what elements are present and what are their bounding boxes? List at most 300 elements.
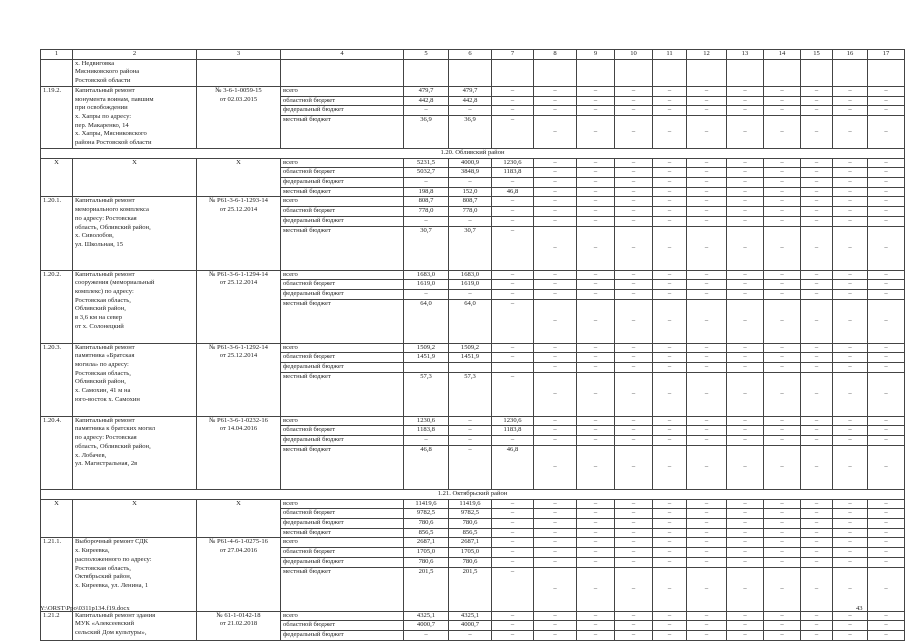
empty-dash-cell: – xyxy=(687,567,727,611)
document-path: Y:\ORST\Ppo\0311p134.f19.docx xyxy=(40,605,130,612)
amount-cell: 808,7 xyxy=(449,197,492,207)
empty-dash-cell: – xyxy=(615,567,653,611)
empty-dash-cell: – xyxy=(577,106,615,116)
empty-dash-cell: – xyxy=(833,445,868,489)
empty-dash-cell: – xyxy=(687,436,727,446)
empty-dash-cell: – xyxy=(868,499,905,509)
funding-source: федеральный бюджет xyxy=(281,178,404,188)
empty-dash-cell: – xyxy=(727,416,764,426)
funding-source: всего xyxy=(281,158,404,168)
district-total-row xyxy=(41,499,905,509)
empty-dash-cell: – xyxy=(534,86,577,96)
empty-dash-cell: – xyxy=(653,158,687,168)
total-marker: Х xyxy=(197,158,281,197)
amount-cell: 11419,6 xyxy=(449,499,492,509)
empty-dash-cell: – xyxy=(764,363,801,373)
empty-dash-cell: – xyxy=(801,106,833,116)
empty-dash-cell: – xyxy=(577,289,615,299)
amount-cell: – xyxy=(404,178,449,188)
funding-source: областной бюджет xyxy=(281,168,404,178)
column-number: 5 xyxy=(404,50,449,60)
empty-cell xyxy=(615,59,653,86)
amount-cell: – xyxy=(449,178,492,188)
empty-dash-cell: – xyxy=(534,115,577,148)
amount-cell: – xyxy=(492,528,534,538)
empty-dash-cell: – xyxy=(801,158,833,168)
funding-source: местный бюджет xyxy=(281,445,404,489)
empty-dash-cell: – xyxy=(764,115,801,148)
empty-dash-cell: – xyxy=(764,168,801,178)
empty-dash-cell: – xyxy=(615,299,653,343)
empty-dash-cell: – xyxy=(534,343,577,353)
empty-dash-cell: – xyxy=(833,197,868,207)
amount-cell: – xyxy=(492,96,534,106)
empty-dash-cell: – xyxy=(801,416,833,426)
empty-dash-cell: – xyxy=(833,518,868,528)
empty-dash-cell: – xyxy=(801,499,833,509)
empty-dash-cell: – xyxy=(833,168,868,178)
empty-dash-cell: – xyxy=(727,509,764,519)
empty-dash-cell: – xyxy=(653,611,687,621)
empty-dash-cell: – xyxy=(833,426,868,436)
amount-cell: 30,7 xyxy=(449,226,492,270)
empty-dash-cell: – xyxy=(615,630,653,640)
empty-dash-cell: – xyxy=(868,280,905,290)
empty-dash-cell: – xyxy=(833,436,868,446)
empty-cell xyxy=(764,59,801,86)
empty-dash-cell: – xyxy=(833,158,868,168)
amount-cell: 64,0 xyxy=(449,299,492,343)
empty-dash-cell: – xyxy=(687,207,727,217)
empty-dash-cell: – xyxy=(833,557,868,567)
empty-dash-cell: – xyxy=(868,436,905,446)
empty-dash-cell: – xyxy=(801,197,833,207)
empty-dash-cell: – xyxy=(653,289,687,299)
amount-cell: 442,8 xyxy=(404,96,449,106)
empty-dash-cell: – xyxy=(615,280,653,290)
empty-dash-cell: – xyxy=(687,226,727,270)
object-description: Капитальный ремонт сооружения (мемориальный комплекс) по адресу: Ростовская область, Обливский район, в 3,6 км на север от х. Солонецкий xyxy=(73,270,197,343)
empty-dash-cell: – xyxy=(577,509,615,519)
empty-dash-cell: – xyxy=(833,567,868,611)
empty-dash-cell: – xyxy=(534,548,577,558)
amount-cell: 1509,2 xyxy=(449,343,492,353)
empty-dash-cell: – xyxy=(833,115,868,148)
empty-dash-cell: – xyxy=(868,548,905,558)
empty-dash-cell: – xyxy=(868,445,905,489)
amount-cell: 11419,6 xyxy=(404,499,449,509)
amount-cell xyxy=(404,363,449,373)
empty-cell xyxy=(577,59,615,86)
empty-dash-cell: – xyxy=(868,621,905,631)
empty-dash-cell: – xyxy=(577,499,615,509)
empty-dash-cell: – xyxy=(687,509,727,519)
empty-cell xyxy=(404,59,449,86)
amount-cell: 808,7 xyxy=(404,197,449,207)
amount-cell: 152,0 xyxy=(449,187,492,197)
empty-dash-cell: – xyxy=(687,270,727,280)
funding-source: всего xyxy=(281,611,404,621)
empty-dash-cell: – xyxy=(577,621,615,631)
amount-cell: 3848,9 xyxy=(449,168,492,178)
empty-dash-cell: – xyxy=(868,528,905,538)
funding-source: местный бюджет xyxy=(281,528,404,538)
empty-dash-cell: – xyxy=(868,518,905,528)
empty-dash-cell: – xyxy=(615,158,653,168)
empty-dash-cell: – xyxy=(801,187,833,197)
empty-dash-cell: – xyxy=(577,557,615,567)
empty-dash-cell: – xyxy=(801,289,833,299)
amount-cell: – xyxy=(492,621,534,631)
funding-source: федеральный бюджет xyxy=(281,436,404,446)
object-description: Капитальный ремонт памятника к братских могил по адресу: Ростовская область, Обливский район, х. Лобачев, ул. Магистральная, 2в xyxy=(73,416,197,489)
empty-dash-cell: – xyxy=(615,611,653,621)
empty-dash-cell: – xyxy=(727,178,764,188)
amount-cell: – xyxy=(449,106,492,116)
column-number: 9 xyxy=(577,50,615,60)
empty-dash-cell: – xyxy=(868,611,905,621)
amount-cell: 1451,9 xyxy=(449,353,492,363)
funding-source: федеральный бюджет xyxy=(281,518,404,528)
empty-dash-cell: – xyxy=(534,528,577,538)
empty-dash-cell: – xyxy=(727,96,764,106)
empty-dash-cell: – xyxy=(801,343,833,353)
empty-dash-cell: – xyxy=(534,611,577,621)
empty-dash-cell: – xyxy=(868,86,905,96)
empty-dash-cell: – xyxy=(727,216,764,226)
empty-dash-cell: – xyxy=(615,187,653,197)
object-description: Капитальный ремонт мемориального комплекса по адресу: Ростовская область, Обливский район, х. Сиволобов, ул. Школьная, 15 xyxy=(73,197,197,270)
empty-dash-cell: – xyxy=(577,630,615,640)
budget-table xyxy=(40,49,905,641)
amount-cell xyxy=(449,363,492,373)
object-description: Капитальный ремонт здания МУК «Алексеевский сельский Дом культуры», xyxy=(73,611,197,640)
column-number: 6 xyxy=(449,50,492,60)
empty-dash-cell: – xyxy=(764,557,801,567)
empty-dash-cell: – xyxy=(534,509,577,519)
item-number: 1.20.2. xyxy=(41,270,73,343)
empty-dash-cell: – xyxy=(534,372,577,416)
empty-dash-cell: – xyxy=(687,518,727,528)
empty-cell xyxy=(492,59,534,86)
empty-dash-cell: – xyxy=(534,538,577,548)
amount-cell: 1230,6 xyxy=(492,158,534,168)
funding-source: областной бюджет xyxy=(281,509,404,519)
amount-cell: – xyxy=(492,611,534,621)
empty-dash-cell: – xyxy=(801,611,833,621)
empty-dash-cell: – xyxy=(687,445,727,489)
empty-dash-cell: – xyxy=(727,557,764,567)
amount-cell: 1183,8 xyxy=(492,426,534,436)
empty-cell xyxy=(41,59,73,86)
empty-dash-cell: – xyxy=(653,280,687,290)
empty-dash-cell: – xyxy=(801,96,833,106)
empty-dash-cell: – xyxy=(577,518,615,528)
amount-cell: – xyxy=(449,426,492,436)
item-row xyxy=(41,197,905,207)
funding-source: областной бюджет xyxy=(281,621,404,631)
permit-document: № Р61-3-6-1-1294-14 от 25.12.2014 xyxy=(197,270,281,343)
empty-dash-cell: – xyxy=(727,445,764,489)
empty-dash-cell: – xyxy=(764,289,801,299)
empty-dash-cell: – xyxy=(801,509,833,519)
amount-cell: 201,5 xyxy=(404,567,449,611)
empty-dash-cell: – xyxy=(687,630,727,640)
empty-dash-cell: – xyxy=(833,499,868,509)
empty-dash-cell: – xyxy=(653,528,687,538)
empty-dash-cell: – xyxy=(577,158,615,168)
empty-dash-cell: – xyxy=(727,343,764,353)
empty-dash-cell: – xyxy=(764,509,801,519)
empty-dash-cell: – xyxy=(868,168,905,178)
amount-cell: 1705,0 xyxy=(449,548,492,558)
empty-dash-cell: – xyxy=(833,270,868,280)
empty-dash-cell: – xyxy=(534,499,577,509)
empty-dash-cell: – xyxy=(801,538,833,548)
empty-dash-cell: – xyxy=(687,96,727,106)
empty-dash-cell: – xyxy=(801,280,833,290)
amount-cell: 780,6 xyxy=(404,557,449,567)
empty-dash-cell: – xyxy=(534,207,577,217)
empty-dash-cell: – xyxy=(764,178,801,188)
empty-dash-cell: – xyxy=(687,528,727,538)
item-number: 1.19.2. xyxy=(41,86,73,148)
empty-dash-cell: – xyxy=(534,436,577,446)
amount-cell: – xyxy=(404,216,449,226)
funding-source: федеральный бюджет xyxy=(281,216,404,226)
funding-source: федеральный бюджет xyxy=(281,289,404,299)
empty-dash-cell: – xyxy=(653,197,687,207)
empty-cell xyxy=(801,59,833,86)
amount-cell: – xyxy=(492,86,534,96)
empty-dash-cell: – xyxy=(653,168,687,178)
funding-source: местный бюджет xyxy=(281,299,404,343)
column-number: 17 xyxy=(868,50,905,60)
object-description: Капитальный ремонт памятника «Братская могила» по адресу: Ростовская область, Обливский район, х. Самохин, 41 м на юго-восток х. Самохин xyxy=(73,343,197,416)
empty-dash-cell: – xyxy=(764,548,801,558)
empty-dash-cell: – xyxy=(727,226,764,270)
empty-dash-cell: – xyxy=(615,353,653,363)
amount-cell: 1230,6 xyxy=(404,416,449,426)
empty-dash-cell: – xyxy=(833,343,868,353)
empty-dash-cell: – xyxy=(577,416,615,426)
empty-dash-cell: – xyxy=(727,289,764,299)
empty-dash-cell: – xyxy=(764,280,801,290)
column-number: 15 xyxy=(801,50,833,60)
empty-dash-cell: – xyxy=(534,426,577,436)
empty-dash-cell: – xyxy=(868,363,905,373)
empty-dash-cell: – xyxy=(801,548,833,558)
empty-dash-cell: – xyxy=(687,611,727,621)
empty-dash-cell: – xyxy=(577,115,615,148)
empty-dash-cell: – xyxy=(577,86,615,96)
column-number: 8 xyxy=(534,50,577,60)
empty-dash-cell: – xyxy=(653,630,687,640)
empty-dash-cell: – xyxy=(653,299,687,343)
empty-dash-cell: – xyxy=(534,216,577,226)
funding-source: местный бюджет xyxy=(281,226,404,270)
empty-dash-cell: – xyxy=(764,630,801,640)
empty-dash-cell: – xyxy=(868,416,905,426)
empty-dash-cell: – xyxy=(764,197,801,207)
empty-dash-cell: – xyxy=(727,518,764,528)
empty-dash-cell: – xyxy=(868,343,905,353)
amount-cell: – xyxy=(492,207,534,217)
total-marker: Х xyxy=(197,499,281,538)
empty-dash-cell: – xyxy=(577,187,615,197)
empty-dash-cell: – xyxy=(833,372,868,416)
empty-dash-cell: – xyxy=(868,509,905,519)
empty-dash-cell: – xyxy=(868,353,905,363)
empty-dash-cell: – xyxy=(687,538,727,548)
funding-source: местный бюджет xyxy=(281,567,404,611)
total-marker: Х xyxy=(73,158,197,197)
empty-dash-cell: – xyxy=(764,518,801,528)
empty-dash-cell: – xyxy=(653,106,687,116)
empty-dash-cell: – xyxy=(615,289,653,299)
empty-dash-cell: – xyxy=(615,178,653,188)
funding-source: местный бюджет xyxy=(281,115,404,148)
amount-cell: 780,6 xyxy=(449,518,492,528)
amount-cell: 1619,0 xyxy=(404,280,449,290)
empty-dash-cell: – xyxy=(687,289,727,299)
amount-cell: – xyxy=(492,499,534,509)
empty-dash-cell: – xyxy=(577,538,615,548)
empty-dash-cell: – xyxy=(615,538,653,548)
empty-dash-cell: – xyxy=(653,226,687,270)
empty-dash-cell: – xyxy=(577,280,615,290)
empty-dash-cell: – xyxy=(687,557,727,567)
empty-dash-cell: – xyxy=(687,106,727,116)
empty-dash-cell: – xyxy=(653,436,687,446)
empty-dash-cell: – xyxy=(615,426,653,436)
empty-dash-cell: – xyxy=(653,115,687,148)
empty-dash-cell: – xyxy=(534,158,577,168)
empty-dash-cell: – xyxy=(801,436,833,446)
empty-dash-cell: – xyxy=(833,289,868,299)
amount-cell: – xyxy=(492,216,534,226)
amount-cell: 198,8 xyxy=(404,187,449,197)
empty-dash-cell: – xyxy=(833,280,868,290)
item-number: 1.20.4. xyxy=(41,416,73,489)
amount-cell: 9782,5 xyxy=(404,509,449,519)
item-number: 1.21.1. xyxy=(41,538,73,611)
column-number: 12 xyxy=(687,50,727,60)
empty-dash-cell: – xyxy=(833,216,868,226)
empty-dash-cell: – xyxy=(727,207,764,217)
empty-dash-cell: – xyxy=(868,270,905,280)
empty-dash-cell: – xyxy=(764,299,801,343)
empty-dash-cell: – xyxy=(801,216,833,226)
empty-dash-cell: – xyxy=(534,630,577,640)
empty-dash-cell: – xyxy=(801,115,833,148)
funding-source: всего xyxy=(281,197,404,207)
empty-dash-cell: – xyxy=(868,630,905,640)
column-number: 16 xyxy=(833,50,868,60)
empty-dash-cell: – xyxy=(615,343,653,353)
amount-cell: 201,5 xyxy=(449,567,492,611)
column-number: 10 xyxy=(615,50,653,60)
empty-dash-cell: – xyxy=(577,445,615,489)
empty-dash-cell: – xyxy=(833,187,868,197)
empty-dash-cell: – xyxy=(868,372,905,416)
amount-cell: 4000,9 xyxy=(449,158,492,168)
empty-dash-cell: – xyxy=(615,548,653,558)
empty-dash-cell: – xyxy=(534,168,577,178)
amount-cell: 4000,7 xyxy=(449,621,492,631)
empty-dash-cell: – xyxy=(653,548,687,558)
amount-cell: – xyxy=(492,353,534,363)
empty-dash-cell: – xyxy=(801,630,833,640)
funding-source: всего xyxy=(281,86,404,96)
empty-dash-cell: – xyxy=(727,363,764,373)
empty-dash-cell: – xyxy=(764,226,801,270)
empty-dash-cell: – xyxy=(727,372,764,416)
empty-dash-cell: – xyxy=(868,197,905,207)
empty-dash-cell: – xyxy=(833,106,868,116)
empty-dash-cell: – xyxy=(727,499,764,509)
item-row xyxy=(41,611,905,621)
empty-dash-cell: – xyxy=(687,158,727,168)
amount-cell: – xyxy=(404,106,449,116)
amount-cell: 479,7 xyxy=(404,86,449,96)
amount-cell: 1230,6 xyxy=(492,416,534,426)
empty-cell xyxy=(281,59,404,86)
empty-cell xyxy=(197,59,281,86)
empty-dash-cell: – xyxy=(615,226,653,270)
empty-dash-cell: – xyxy=(687,280,727,290)
amount-cell: 5231,5 xyxy=(404,158,449,168)
empty-dash-cell: – xyxy=(833,353,868,363)
empty-dash-cell: – xyxy=(653,270,687,280)
empty-dash-cell: – xyxy=(534,621,577,631)
empty-dash-cell: – xyxy=(615,96,653,106)
empty-dash-cell: – xyxy=(615,197,653,207)
empty-dash-cell: – xyxy=(534,363,577,373)
empty-dash-cell: – xyxy=(764,445,801,489)
funding-source: всего xyxy=(281,499,404,509)
empty-dash-cell: – xyxy=(868,226,905,270)
amount-cell: 4325,1 xyxy=(449,611,492,621)
empty-dash-cell: – xyxy=(653,557,687,567)
permit-document: № Р61-4-6-1-0275-16 от 27.04.2016 xyxy=(197,538,281,611)
empty-dash-cell: – xyxy=(764,86,801,96)
amount-cell: – xyxy=(492,270,534,280)
amount-cell: – xyxy=(404,630,449,640)
empty-dash-cell: – xyxy=(577,353,615,363)
amount-cell: 4325,1 xyxy=(404,611,449,621)
empty-dash-cell: – xyxy=(653,416,687,426)
amount-cell: 1451,9 xyxy=(404,353,449,363)
empty-dash-cell: – xyxy=(868,289,905,299)
amount-cell: 4000,7 xyxy=(404,621,449,631)
empty-dash-cell: – xyxy=(764,538,801,548)
empty-dash-cell: – xyxy=(534,557,577,567)
empty-dash-cell: – xyxy=(615,106,653,116)
amount-cell: 1619,0 xyxy=(449,280,492,290)
empty-cell xyxy=(727,59,764,86)
column-number: 3 xyxy=(197,50,281,60)
amount-cell: 46,8 xyxy=(492,187,534,197)
empty-dash-cell: – xyxy=(801,86,833,96)
empty-dash-cell: – xyxy=(801,621,833,631)
funding-source: федеральный бюджет xyxy=(281,106,404,116)
empty-dash-cell: – xyxy=(653,567,687,611)
empty-dash-cell: – xyxy=(868,557,905,567)
amount-cell: 30,7 xyxy=(404,226,449,270)
empty-dash-cell: – xyxy=(577,436,615,446)
empty-dash-cell: – xyxy=(577,168,615,178)
